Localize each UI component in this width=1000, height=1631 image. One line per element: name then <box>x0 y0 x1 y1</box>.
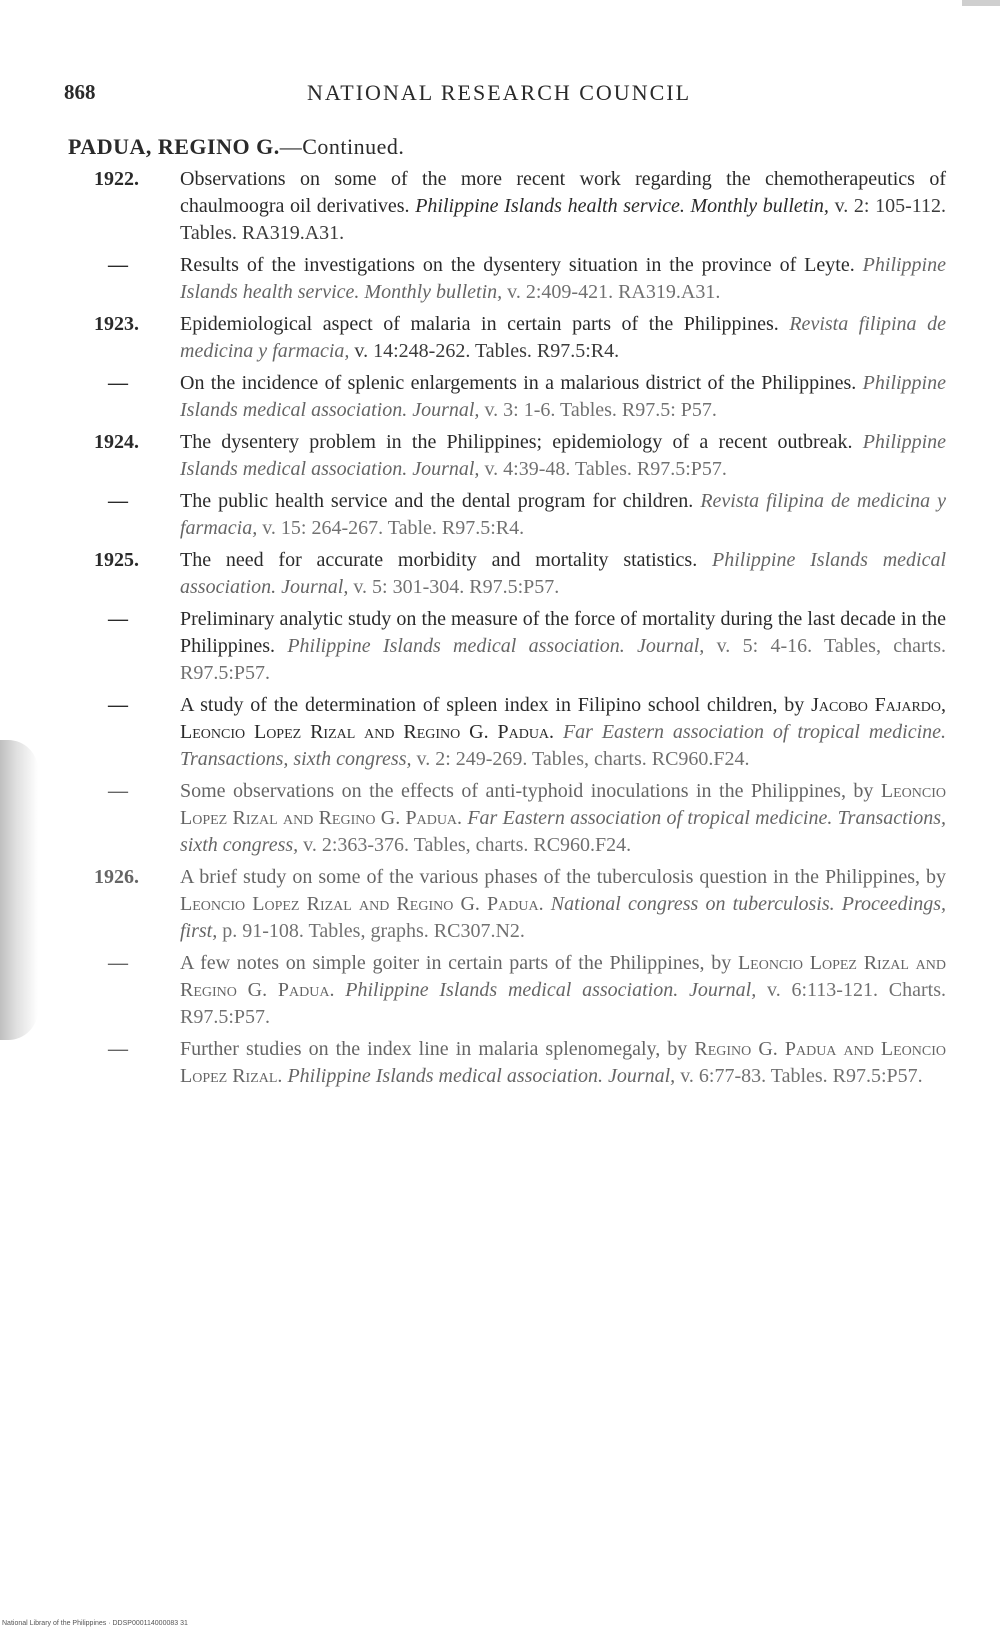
bibliography-entry <box>94 692 946 773</box>
entry-year-dash: — <box>108 372 128 394</box>
entry-year: 1926. <box>94 866 139 888</box>
bibliography-entry <box>94 950 946 1031</box>
entry-notes: v. 2:409-421. RA319.A31. <box>507 281 721 303</box>
entry-notes: v. 2:363-376. Tables, charts. RC960.F24. <box>303 834 632 856</box>
bibliography-entry <box>94 547 946 601</box>
entry-title: The dysentery problem in the Philippines; epidemiology of a recent outbreak. <box>180 431 853 453</box>
entry-year-dash: — <box>108 490 128 512</box>
entry-source: Philippine Islands health service. Monthly bulletin, <box>415 195 829 217</box>
author-heading <box>68 134 404 160</box>
entry-year-dash: — <box>108 780 128 802</box>
entry-title: Observations on some of the more recent work regarding the chemotherapeutics of chaulmoogra oil derivatives. <box>180 168 946 217</box>
entry-title: Results of the investigations on the dysentery situation in the province of Leyte. <box>180 254 855 276</box>
entry-body <box>180 950 946 1031</box>
entry-body <box>180 1036 946 1090</box>
entry-title: Preliminary analytic study on the measure of the force of mortality during the last decade in the Philippines. <box>180 608 946 657</box>
scan-edge-shadow <box>0 740 38 1040</box>
bibliography-entry <box>94 166 946 247</box>
bibliography-entry <box>94 1036 946 1090</box>
entry-body <box>180 606 946 687</box>
entry-title: Epidemiological aspect of malaria in certain parts of the Philippines. <box>180 313 779 335</box>
entry-body <box>180 311 946 365</box>
page-number: 868 <box>64 80 96 104</box>
entry-notes: v. 14:248-262. Tables. R97.5:R4. <box>354 340 620 362</box>
entry-title: The public health service and the dental program for children. <box>180 490 694 512</box>
entry-source: Far Eastern association of tropical medicine. Transactions, sixth congress, <box>180 721 947 770</box>
running-title: NATIONAL RESEARCH COUNCIL <box>306 80 692 105</box>
entry-title: A brief study on some of the various phases of the tuberculosis question in the Philippines, by <box>180 866 946 888</box>
entry-notes: v. 5: 301-304. R97.5:P57. <box>353 576 560 598</box>
entry-source: Philippine Islands medical association. Journal, <box>180 372 946 421</box>
bibliography-entry <box>94 370 946 424</box>
entry-source: Philippine Islands medical association. Journal, <box>287 1065 676 1087</box>
entry-body <box>180 166 946 247</box>
entry-notes: v. 6:113-121. Charts. R97.5:P57. <box>180 979 946 1028</box>
entry-year-dash: — <box>108 254 128 276</box>
entry-notes: v. 5: 4-16. Tables, charts. R97.5:P57. <box>180 635 947 684</box>
author-suffix: —Continued. <box>279 134 405 159</box>
bibliography-entry <box>94 864 946 945</box>
entry-notes: p. 91-108. Tables, graphs. RC307.N2. <box>222 920 525 942</box>
entry-title: Further studies on the index line in malaria splenomegaly, by <box>180 1038 688 1060</box>
entry-year-dash: — <box>108 608 128 630</box>
entry-source: Revista filipina de medicina y farmacia, <box>180 490 947 539</box>
entry-year: 1922. <box>94 168 139 190</box>
entry-notes: v. 2: 105-112. Tables. RA319.A31. <box>180 195 947 244</box>
entry-title: Some observations on the effects of anti-typhoid inoculations in the Philippines, by <box>180 780 874 802</box>
entry-authors: Leoncio Lopez Rizal and Regino G. Padua. <box>180 893 544 915</box>
bibliography-entry <box>94 488 946 542</box>
entry-source: Philippine Islands medical association. Journal, <box>287 635 705 657</box>
entry-notes: v. 6:77-83. Tables. R97.5:P57. <box>680 1065 923 1087</box>
bibliography-entry <box>94 606 946 687</box>
entry-year: 1923. <box>94 313 139 335</box>
entry-source: Philippine Islands medical association. Journal, <box>345 979 757 1001</box>
entry-body <box>180 864 946 945</box>
entry-title: A study of the determination of spleen index in Filipino school children, by <box>180 694 805 716</box>
scan-footer-caption: National Library of the Philippines · DDSP000114000083 31 <box>2 1620 188 1627</box>
entry-notes: v. 4:39-48. Tables. R97.5:P57. <box>484 458 727 480</box>
entry-source: Far Eastern association of tropical medicine. Transactions, sixth congress, <box>180 807 947 856</box>
entry-authors: Jacobo Fajardo, Leoncio Lopez Rizal and Regino G. Padua. <box>180 694 947 743</box>
entry-body <box>180 488 946 542</box>
entry-year: 1925. <box>94 549 139 571</box>
author-name: PADUA, REGINO G. <box>68 134 280 159</box>
entry-authors: Regino G. Padua and Leoncio Lopez Rizal. <box>180 1038 947 1087</box>
page-header <box>64 80 934 112</box>
entry-notes: v. 3: 1-6. Tables. R97.5: P57. <box>484 399 717 421</box>
entry-body <box>180 778 946 859</box>
bibliography-list <box>94 166 946 1095</box>
entry-year-dash: — <box>108 694 128 716</box>
bibliography-entry <box>94 252 946 306</box>
entry-title: On the incidence of splenic enlargements in a malarious district of the Philippines. <box>180 372 857 394</box>
entry-body <box>180 547 946 601</box>
entry-source: Philippine Islands medical association. Journal, <box>180 431 947 480</box>
entry-notes: v. 15: 264-267. Table. R97.5:R4. <box>262 517 525 539</box>
entry-source: Philippine Islands medical association. Journal, <box>180 549 947 598</box>
entry-notes: v. 2: 249-269. Tables, charts. RC960.F24. <box>416 748 750 770</box>
bibliography-entry <box>94 429 946 483</box>
bibliography-entry <box>94 778 946 859</box>
entry-source: Philippine Islands health service. Monthly bulletin, <box>180 254 946 303</box>
entry-source: National congress on tuberculosis. Proceedings, first, <box>180 893 947 942</box>
bibliography-entry <box>94 311 946 365</box>
entry-title: A few notes on simple goiter in certain parts of the Philippines, by <box>180 952 732 974</box>
entry-authors: Leoncio Lopez Rizal and Regino G. Padua. <box>180 952 946 1001</box>
entry-source: Revista filipina de medicina y farmacia, <box>180 313 946 362</box>
scan-corner-mark <box>962 0 1000 6</box>
entry-authors: Leoncio Lopez Rizal and Regino G. Padua. <box>180 780 947 829</box>
entry-year-dash: — <box>108 952 128 974</box>
entry-body <box>180 429 946 483</box>
entry-body <box>180 692 946 773</box>
entry-body <box>180 370 946 424</box>
entry-body <box>180 252 946 306</box>
entry-year-dash: — <box>108 1038 128 1060</box>
entry-title: The need for accurate morbidity and mortality statistics. <box>180 549 698 571</box>
entry-year: 1924. <box>94 431 139 453</box>
